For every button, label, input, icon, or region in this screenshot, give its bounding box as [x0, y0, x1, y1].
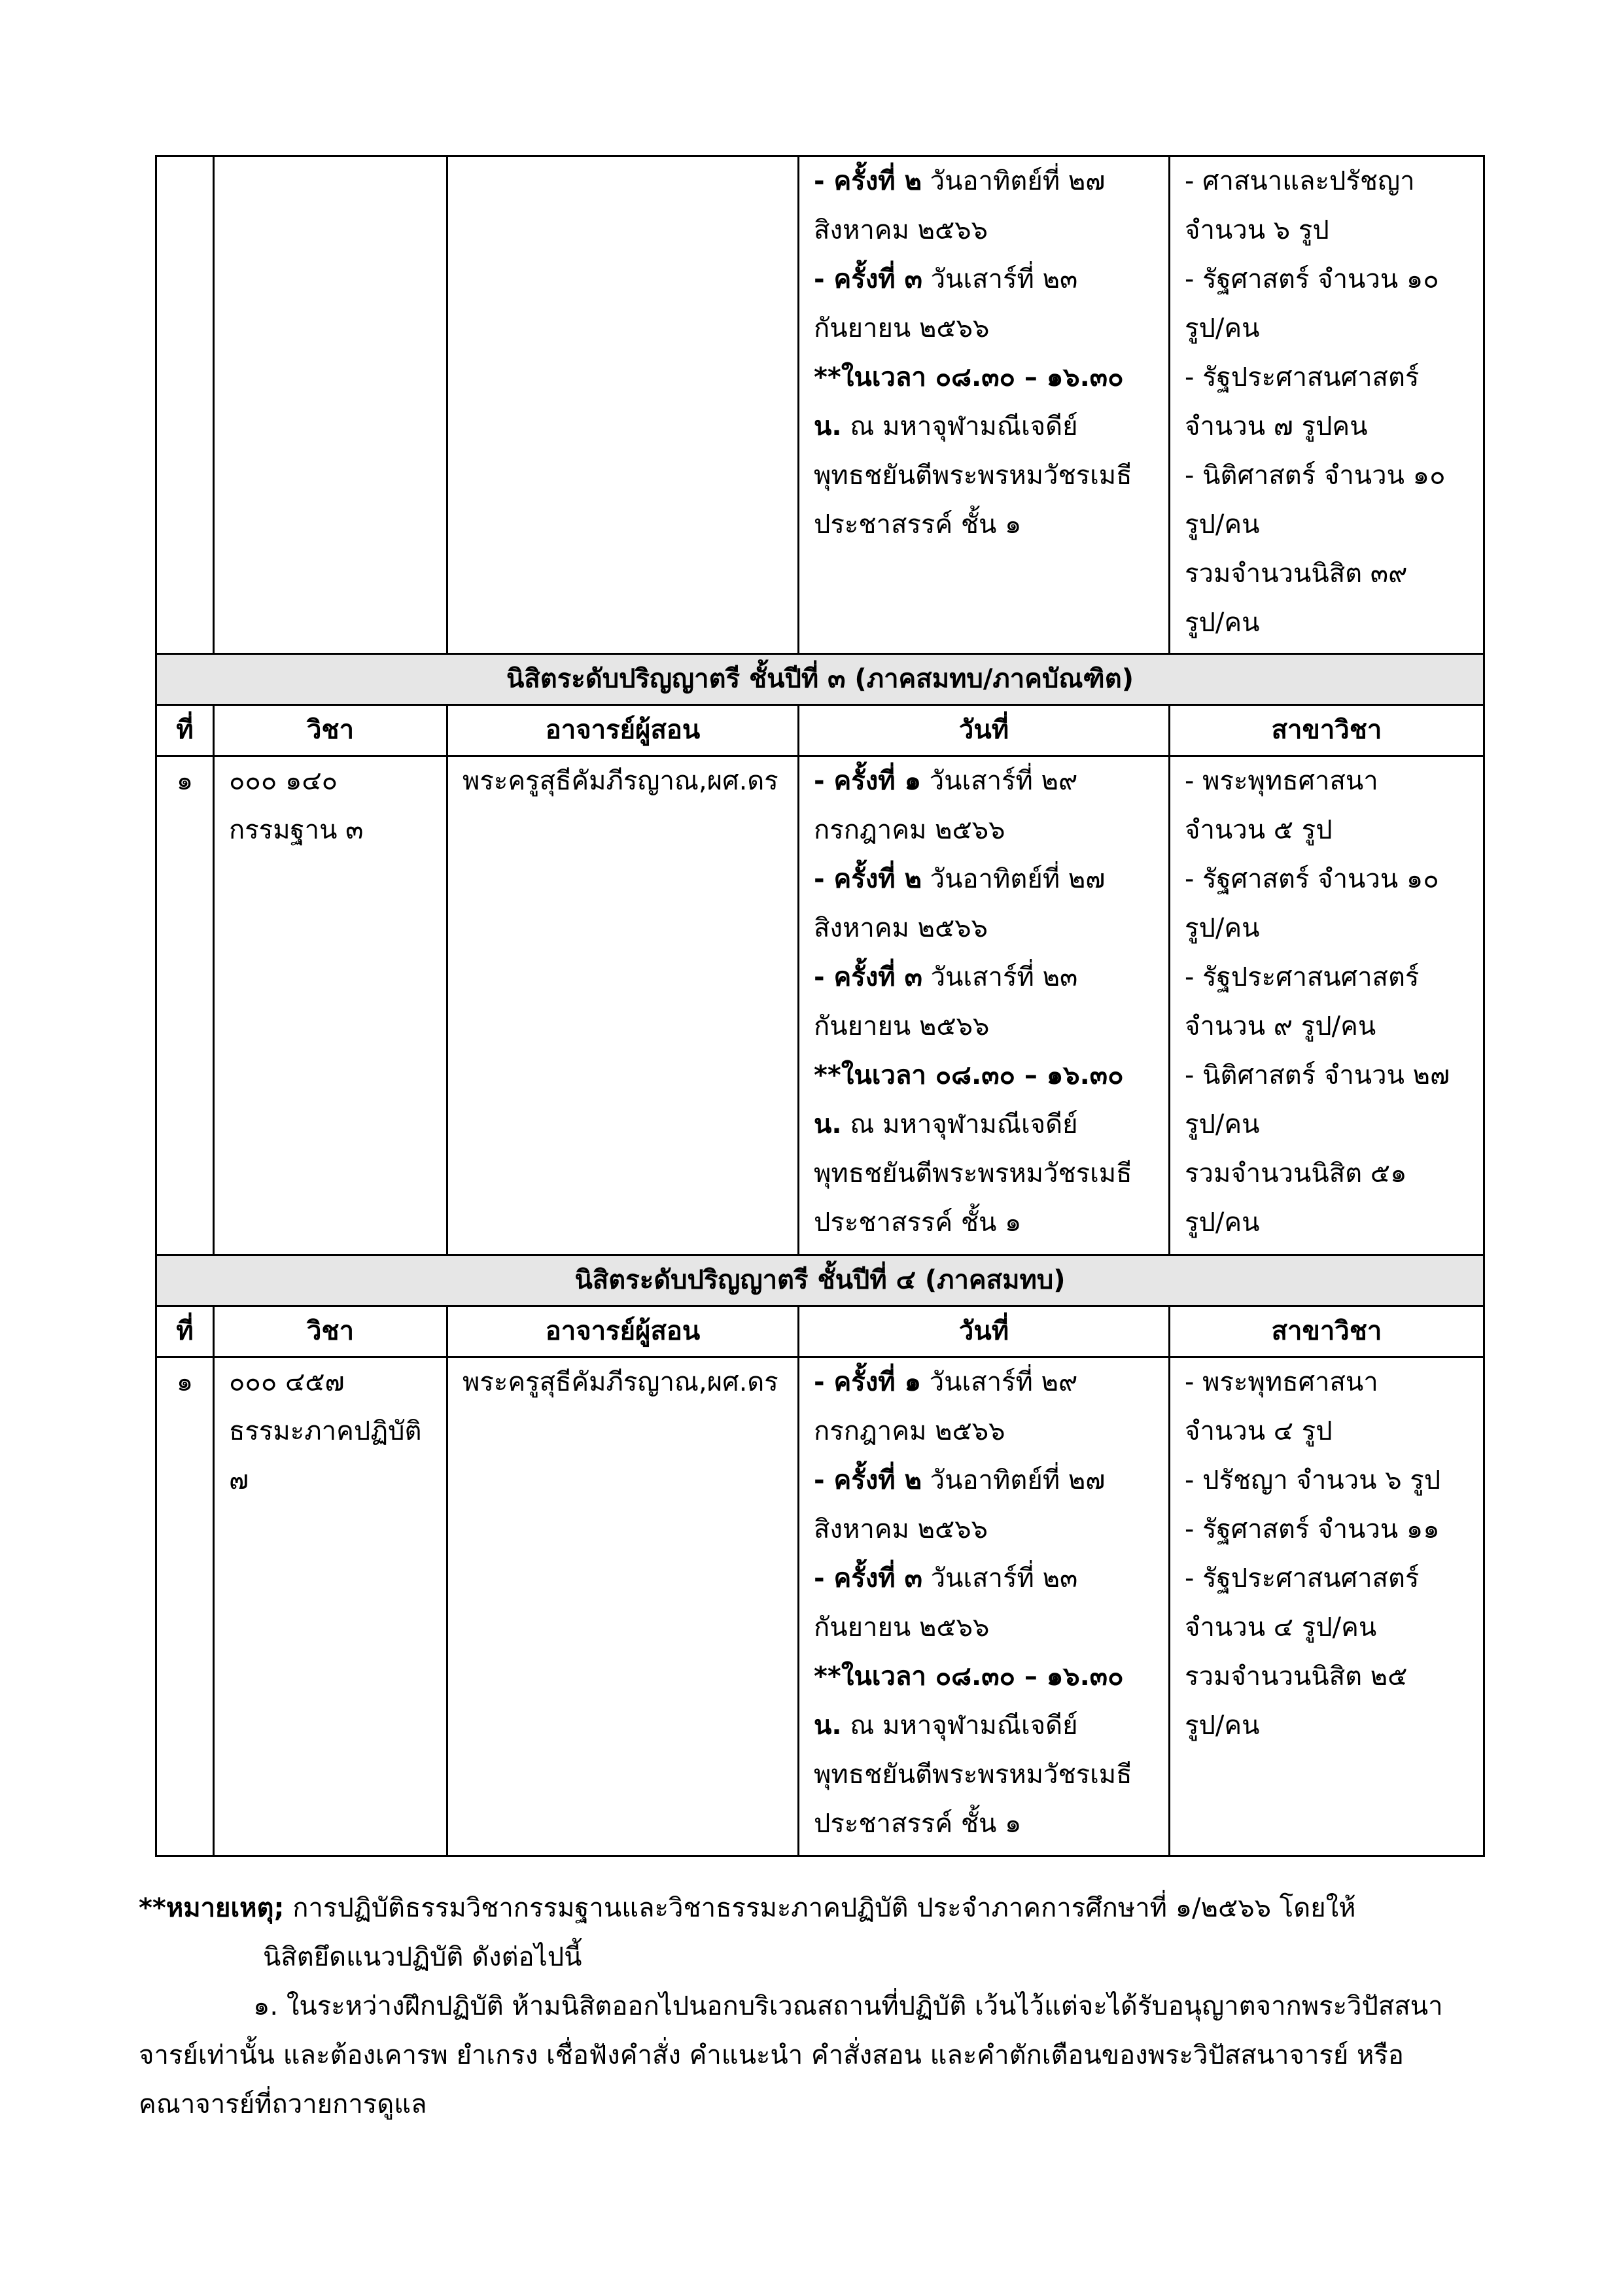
note-line — [139, 1884, 1486, 1933]
header-teacher: อาจารย์ผู้สอน — [447, 1306, 799, 1357]
date-line-text: พุทธชยันตีพระพรหมวัชรเมธี — [814, 1158, 1132, 1189]
notes-section — [139, 1884, 1486, 2129]
cell-line: กรรมฐาน ๓ — [229, 815, 364, 845]
cell-line: ๐๐๐ ๔๕๗ — [229, 1367, 345, 1397]
header-branch: สาขาวิชา — [1170, 1306, 1484, 1357]
date-line — [814, 157, 1154, 206]
date-line — [814, 1456, 1154, 1505]
cell-teacher: พระครูสุธีคัมภีรญาณ,ผศ.ดร — [447, 756, 799, 1255]
date-line — [814, 1701, 1154, 1750]
cell-branch — [1170, 756, 1484, 1255]
cell-line: รูป/คน — [1185, 608, 1260, 638]
section-title: นิสิตระดับปริญญาตรี ชั้นปีที่ ๔ (ภาคสมทบ) — [156, 1255, 1484, 1306]
date-line-text: วันอาทิตย์ที่ ๒๗ — [921, 864, 1106, 894]
date-line — [814, 402, 1154, 451]
cell-no: ๑ — [156, 1357, 214, 1856]
date-line-bold: - ครั้งที่ ๑ — [814, 766, 921, 796]
date-line — [814, 304, 1154, 353]
cell-line: รูป/คน — [1185, 1208, 1260, 1238]
date-line — [814, 1198, 1154, 1247]
date-line-bold: **ในเวลา ๐๘.๓๐ – ๑๖.๓๐ — [814, 1060, 1124, 1090]
table-row — [156, 1357, 1484, 1856]
date-line-text: พุทธชยันตีพระพรหมวัชรเมธี — [814, 1760, 1132, 1790]
date-line-text: วันเสาร์ที่ ๒๙ — [920, 766, 1078, 796]
date-line-text: พุทธชยันตีพระพรหมวัชรเมธี — [814, 461, 1132, 491]
cell-line: ๗ — [229, 1465, 249, 1495]
cell-date — [799, 1357, 1170, 1856]
date-line-text: กันยายน ๒๕๖๖ — [814, 1011, 990, 1041]
section-header-year3 — [156, 654, 1484, 705]
table-row — [156, 756, 1484, 1255]
date-line — [814, 757, 1154, 806]
section-header-year4 — [156, 1255, 1484, 1306]
date-line-text: ประชาสรรค์ ชั้น ๑ — [814, 1809, 1022, 1839]
date-line — [814, 806, 1154, 855]
date-line-bold: น. — [814, 411, 842, 442]
date-line-bold: น. — [814, 1109, 842, 1139]
table-header-row — [156, 705, 1484, 756]
cell-line: - รัฐศาสตร์ จำนวน ๑๐ — [1185, 264, 1439, 294]
cell-line: รูป/คน — [1185, 510, 1260, 540]
date-line — [814, 1750, 1154, 1800]
date-line — [814, 953, 1154, 1002]
cell-line: - นิติศาสตร์ จำนวน ๒๗ — [1185, 1060, 1450, 1090]
header-subject: วิชา — [214, 705, 447, 756]
date-line-text: วันเสาร์ที่ ๒๓ — [922, 264, 1078, 294]
cell-subject — [214, 156, 447, 654]
date-line — [814, 904, 1154, 953]
cell-date — [799, 156, 1170, 654]
date-line-text: วันอาทิตย์ที่ ๒๗ — [921, 1465, 1106, 1495]
date-line-text: สิงหาคม ๒๕๖๖ — [814, 215, 988, 245]
cell-teacher: พระครูสุธีคัมภีรญาณ,ผศ.ดร — [447, 1357, 799, 1856]
header-no: ที่ — [156, 705, 214, 756]
cell-line: รูป/คน — [1185, 313, 1260, 343]
date-line-text: กรกฎาคม ๒๕๖๖ — [814, 1416, 1005, 1446]
cell-line: รูป/คน — [1185, 1109, 1260, 1139]
cell-line: - พระพุทธศาสนา — [1185, 766, 1378, 796]
date-line-bold: - ครั้งที่ ๓ — [814, 962, 922, 992]
cell-line: ๐๐๐ ๑๔๐ — [229, 766, 338, 796]
date-line — [814, 1800, 1154, 1849]
cell-line: - รัฐศาสตร์ จำนวน ๑๑ — [1185, 1514, 1440, 1544]
date-line-bold: - ครั้งที่ ๑ — [814, 1367, 921, 1397]
date-line-text: กันยายน ๒๕๖๖ — [814, 313, 990, 343]
date-line — [814, 1149, 1154, 1198]
date-line-text: ณ มหาจุฬามณีเจดีย์ — [841, 1711, 1078, 1741]
date-line-text: กรกฎาคม ๒๕๖๖ — [814, 815, 1005, 845]
cell-line: รูป/คน — [1185, 1711, 1260, 1741]
date-line-text: สิงหาคม ๒๕๖๖ — [814, 913, 988, 943]
cell-line: - นิติศาสตร์ จำนวน ๑๐ — [1185, 461, 1446, 491]
date-line-text: วันเสาร์ที่ ๒๓ — [922, 962, 1078, 992]
cell-line: จำนวน ๔ รูป/คน — [1185, 1612, 1377, 1643]
cell-line: - รัฐประศาสนศาสตร์ — [1185, 1563, 1420, 1593]
date-line-text: วันเสาร์ที่ ๒๓ — [922, 1563, 1078, 1593]
date-line — [814, 855, 1154, 904]
header-date: วันที่ — [799, 1306, 1170, 1357]
cell-line: จำนวน ๕ รูป — [1185, 815, 1333, 845]
header-date: วันที่ — [799, 705, 1170, 756]
cell-line: - ศาสนาและปรัชญา — [1185, 166, 1415, 196]
cell-teacher — [447, 156, 799, 654]
cell-subject — [214, 1357, 447, 1856]
cell-line: จำนวน ๖ รูป — [1185, 215, 1329, 245]
note-text: การปฏิบัติธรรมวิชากรรมฐานและวิชาธรรมะภาคปฏิบัติ ประจำภาคการศึกษาที่ ๑/๒๕๖๖ โดยให้ — [284, 1893, 1356, 1923]
cell-line: - พระพุทธศาสนา — [1185, 1367, 1378, 1397]
section-title: นิสิตระดับปริญญาตรี ชั้นปีที่ ๓ (ภาคสมทบ/ภาคบัณฑิต) — [156, 654, 1484, 705]
cell-branch — [1170, 156, 1484, 654]
cell-line: รวมจำนวนนิสิต ๓๙ — [1185, 559, 1408, 589]
cell-subject — [214, 756, 447, 1255]
cell-line: จำนวน ๙ รูป/คน — [1185, 1011, 1376, 1041]
date-line-text: กันยายน ๒๕๖๖ — [814, 1612, 990, 1643]
date-line — [814, 500, 1154, 549]
date-line — [814, 206, 1154, 255]
date-line-text: สิงหาคม ๒๕๖๖ — [814, 1514, 988, 1544]
cell-line: รวมจำนวนนิสิต ๒๕ — [1185, 1661, 1408, 1692]
cell-line: - รัฐศาสตร์ จำนวน ๑๐ — [1185, 864, 1439, 894]
date-line — [814, 255, 1154, 304]
date-line — [814, 1051, 1154, 1100]
header-teacher: อาจารย์ผู้สอน — [447, 705, 799, 756]
date-line-text: ประชาสรรค์ ชั้น ๑ — [814, 1208, 1022, 1238]
date-line-bold: **ในเวลา ๐๘.๓๐ – ๑๖.๓๐ — [814, 1661, 1124, 1692]
date-line-text: วันอาทิตย์ที่ ๒๗ — [921, 166, 1106, 196]
date-line — [814, 1603, 1154, 1652]
date-line-text: ประชาสรรค์ ชั้น ๑ — [814, 510, 1022, 540]
date-line-text: ณ มหาจุฬามณีเจดีย์ — [841, 1109, 1078, 1139]
table-header-row — [156, 1306, 1484, 1357]
table-row-continuation — [156, 156, 1484, 654]
date-line — [814, 1002, 1154, 1051]
date-line-bold: **ในเวลา ๐๘.๓๐ – ๑๖.๓๐ — [814, 362, 1124, 392]
date-line — [814, 1407, 1154, 1456]
note-line-cont: นิสิตยึดแนวปฏิบัติ ดังต่อไปนี้ — [263, 1942, 582, 1972]
date-line-bold: - ครั้งที่ ๓ — [814, 264, 922, 294]
cell-no — [156, 156, 214, 654]
date-line-bold: - ครั้งที่ ๒ — [814, 1465, 922, 1495]
date-line — [814, 451, 1154, 500]
cell-line: ธรรมะภาคปฏิบัติ — [229, 1416, 422, 1446]
date-line-bold: - ครั้งที่ ๓ — [814, 1563, 922, 1593]
cell-branch — [1170, 1357, 1484, 1856]
cell-no: ๑ — [156, 756, 214, 1255]
cell-line: - ปรัชญา จำนวน ๖ รูป — [1185, 1465, 1441, 1495]
cell-date — [799, 756, 1170, 1255]
header-no: ที่ — [156, 1306, 214, 1357]
date-line-bold: - ครั้งที่ ๒ — [814, 166, 922, 196]
note-label: **หมายเหตุ; — [139, 1893, 285, 1923]
header-subject: วิชา — [214, 1306, 447, 1357]
cell-line: - รัฐประศาสนศาสตร์ — [1185, 962, 1420, 992]
date-line-bold: น. — [814, 1711, 842, 1741]
date-line — [814, 1554, 1154, 1603]
header-branch: สาขาวิชา — [1170, 705, 1484, 756]
cell-line: รูป/คน — [1185, 913, 1260, 943]
cell-line: จำนวน ๔ รูป — [1185, 1416, 1333, 1446]
date-line — [814, 353, 1154, 402]
cell-line: รวมจำนวนนิสิต ๕๑ — [1185, 1158, 1407, 1189]
schedule-table — [155, 155, 1485, 1857]
date-line — [814, 1100, 1154, 1149]
date-line-text: ณ มหาจุฬามณีเจดีย์ — [841, 411, 1078, 442]
date-line — [814, 1505, 1154, 1554]
date-line — [814, 1358, 1154, 1407]
cell-line: จำนวน ๗ รูปคน — [1185, 411, 1368, 442]
cell-line: - รัฐประศาสนศาสตร์ — [1185, 362, 1420, 392]
note-item-1: ๑. ในระหว่างฝึกปฏิบัติ ห้ามนิสิตออกไปนอกบริเวณสถานที่ปฏิบัติ เว้นไว้แต่จะได้รับอนุญาตจากพระวิปัสสนาจารย์เท่านั้น และต้องเคารพ ยำเกรง เชื่อฟังคำสั่ง คำแนะนำ คำสั่งสอน และคำตักเตือนของพระวิปัสสนาจารย์ หรือคณาจารย์ที่ถวายการดูแล — [139, 1991, 1443, 2119]
date-line-bold: - ครั้งที่ ๒ — [814, 864, 922, 894]
date-line — [814, 1652, 1154, 1701]
date-line-text: วันเสาร์ที่ ๒๙ — [920, 1367, 1078, 1397]
